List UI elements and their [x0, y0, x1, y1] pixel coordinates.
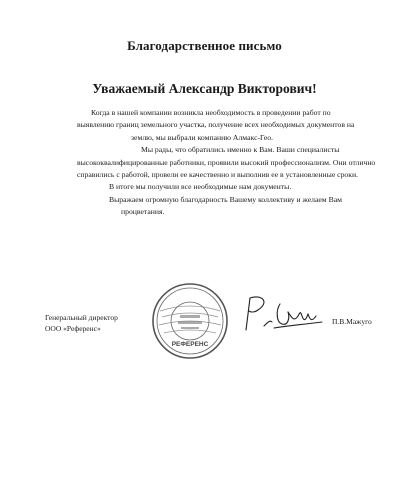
body-line: справились с работой, провели ее качественно и выполнив ее в установленные сроки. — [77, 170, 359, 180]
body-line: выявлению границ земельного участка, получение всех необходимых документов на — [77, 120, 355, 130]
letter-title: Благодарственное письмо — [127, 38, 282, 53]
signatory-name: П.В.Мажуго — [332, 317, 372, 326]
signatory-company: ООО «Референс» — [45, 324, 101, 333]
stamp-text: РЕФЕРЕНС — [171, 341, 209, 348]
body-line: процветания. — [121, 207, 165, 217]
body-line: высококвалифицированные работники, проявили высокий профессионализм. Они отлично — [77, 157, 376, 167]
signatory-position: Генеральный директор — [45, 313, 118, 322]
letter-body — [77, 107, 395, 219]
letter-greeting: Уважаемый Александр Викторович! — [92, 81, 317, 96]
signatory-block — [45, 312, 118, 334]
body-line: Мы рады, что обратились именно к Вам. Ваши специалисты — [141, 145, 340, 155]
body-line: землю, мы выбрали компанию Алмакс-Гео. — [131, 132, 274, 142]
body-line: В итоге мы получили все необходимые нам документы. — [109, 182, 292, 192]
body-line: Выражаем огромную благодарность Вашему коллективу и желаем Вам — [109, 194, 342, 204]
body-line: Когда в нашей компании возникла необходимость в проведении работ по — [91, 108, 331, 117]
company-seal-stamp — [150, 281, 230, 361]
handwritten-signature — [236, 292, 326, 337]
